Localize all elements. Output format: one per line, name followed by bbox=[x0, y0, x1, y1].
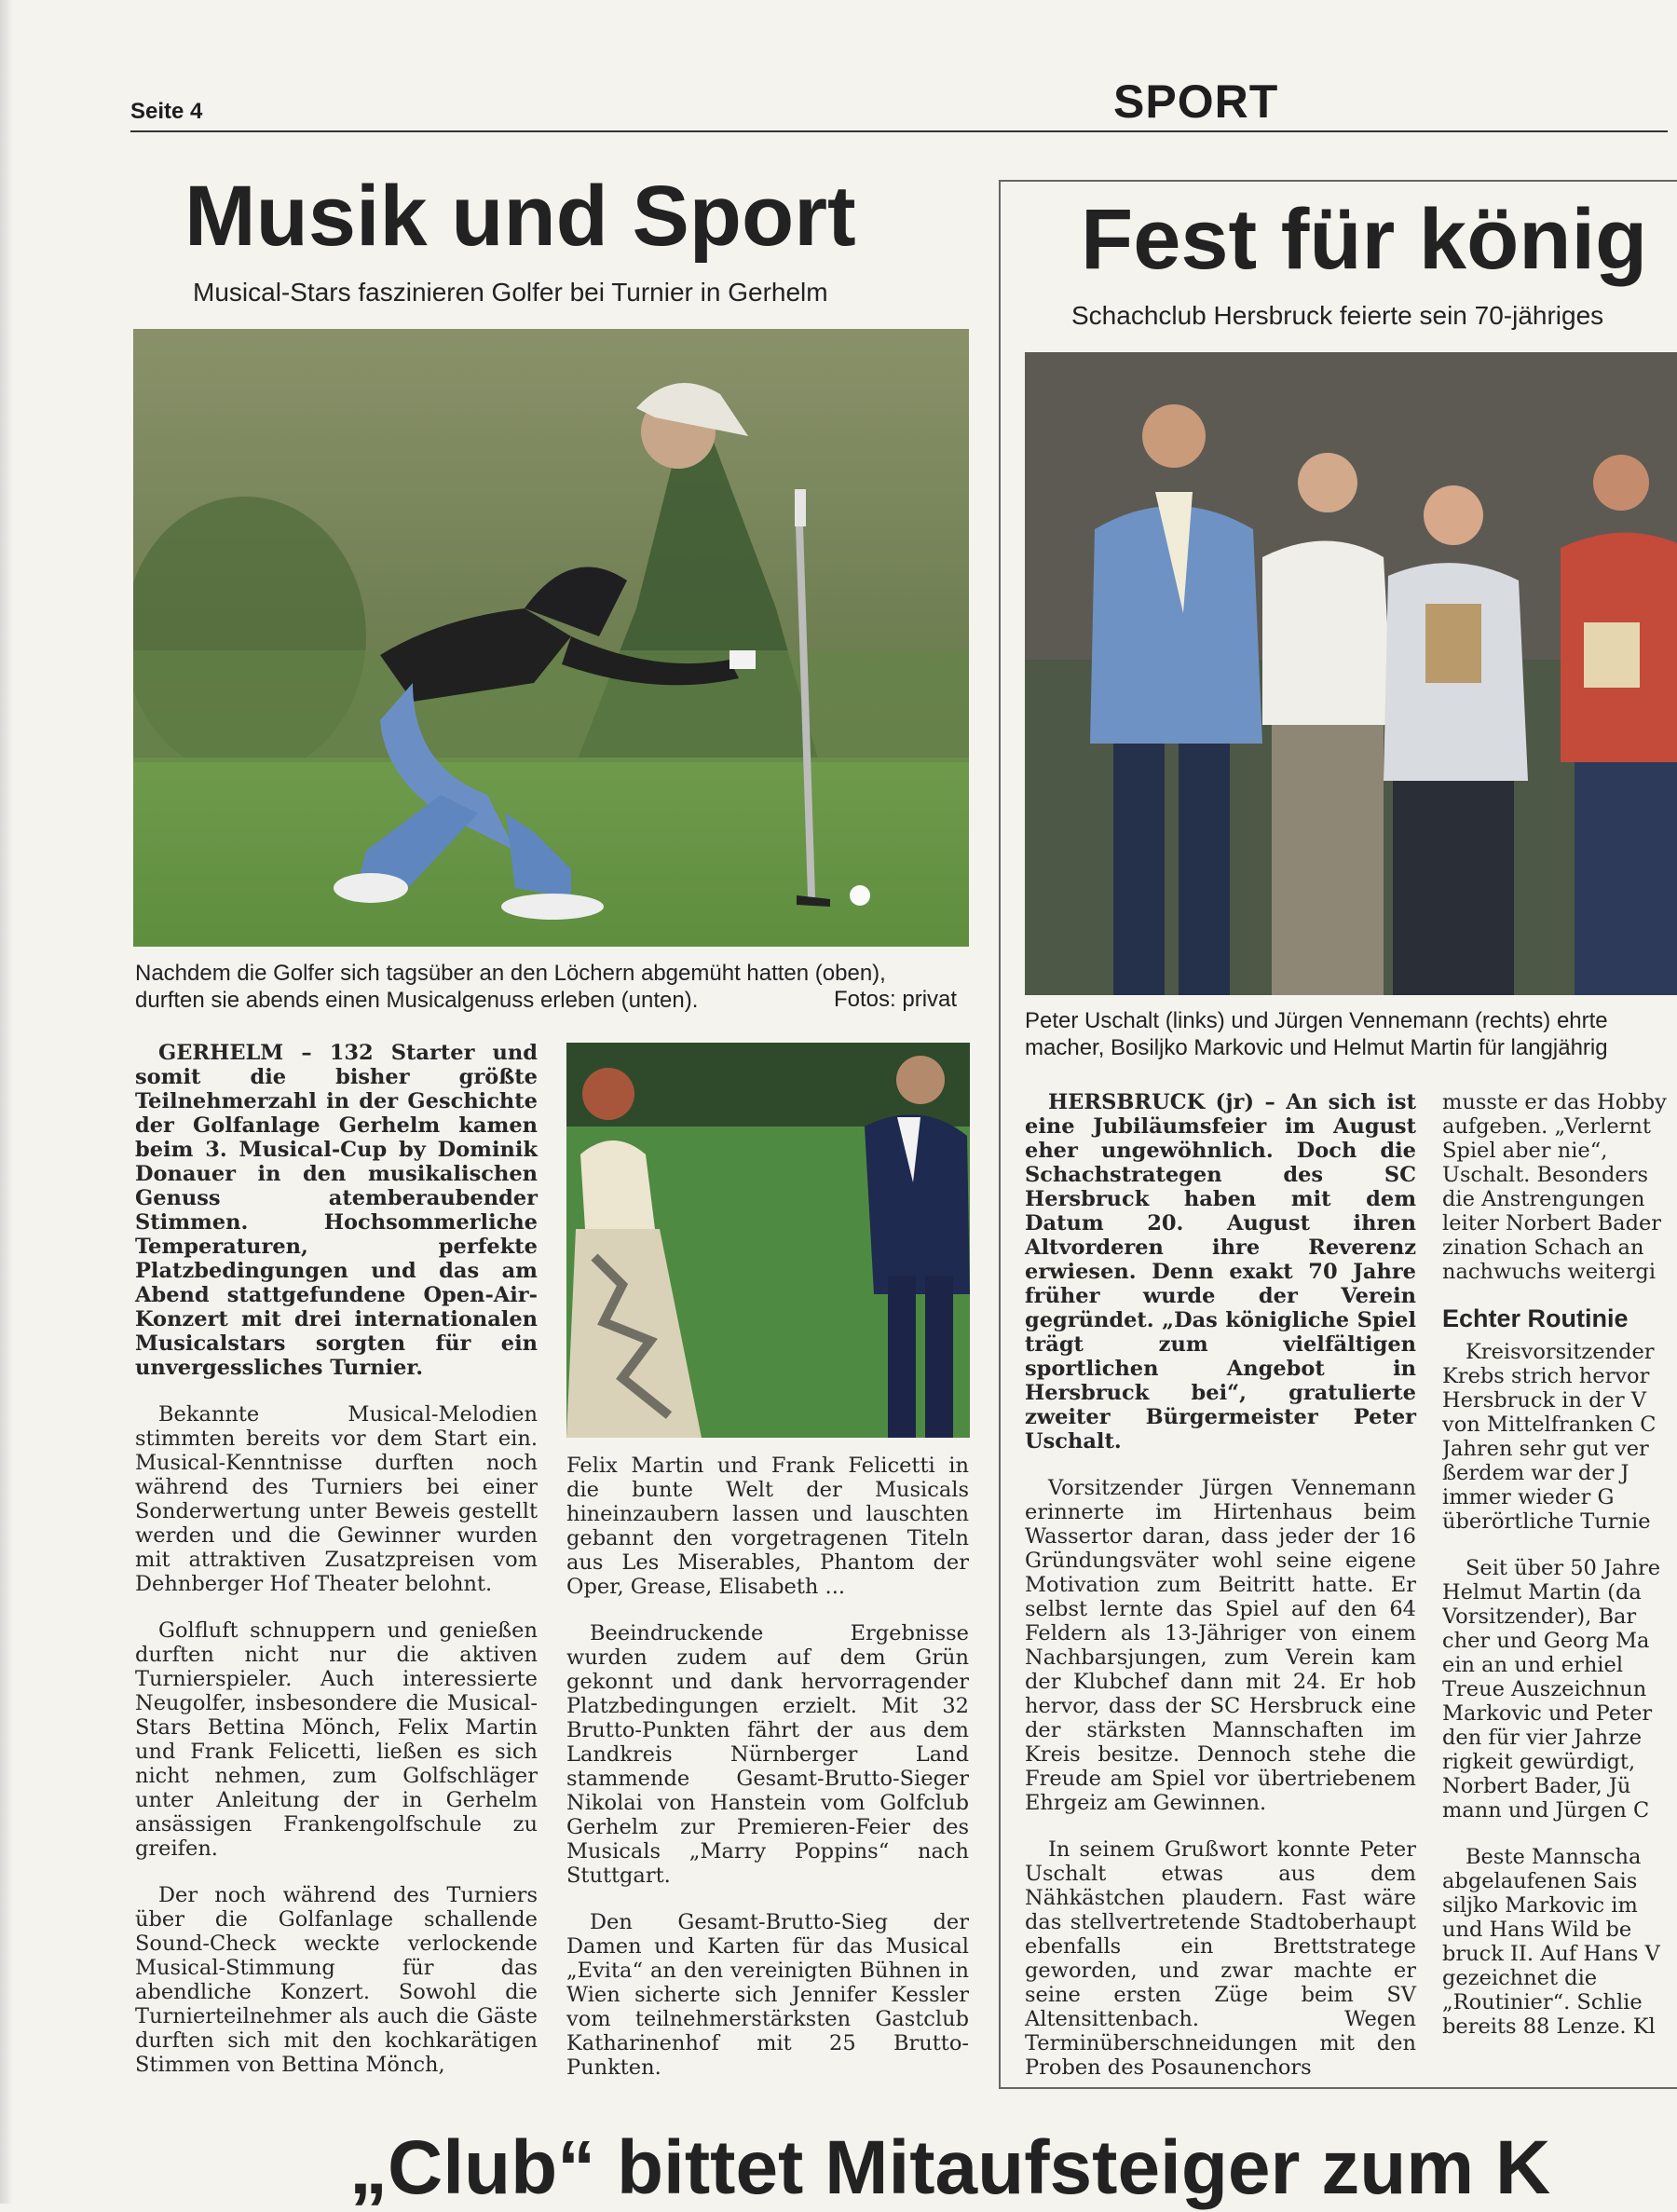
left-paragraph-2: Bekannte Musical-Melodien stimmten bereits vor dem Start ein. Musical-Kenntnisse durften noch während des Turniers bei einer Sonderwertung unter Beweis gestellt werden und die Gewinner wurden mit attraktiven Zusatzpreisen vom Dehnberger Hof Theater belohnt. bbox=[135, 1402, 538, 1596]
left-photo-caption-line2: durften sie abends einen Musicalgenuss erleben (unten). bbox=[135, 988, 699, 1013]
right-paragraph-2: Vorsitzender Jürgen Vennemann erinnerte im Hirtenhaus beim Wassertor daran, dass jeder der 16 Gründungsväter wohl seine eigene Motivation zum Beitritt hatte. Er selbst lernte das Spiel auf den 64 Feldern als 13-Jähriger von einem Nachbarsjungen, zum Verein kam der Klubchef dann mit 24. Er hob hervor, dass der SC Hersbruck eine der stärksten Mannschaften im Kreis besitze. Dennoch stehe die Freude am Spiel vor übertriebenem Ehrgeiz am Gewinnen. bbox=[1025, 1476, 1416, 1815]
right-lead-paragraph: HERSBRUCK (jr) – An sich ist eine Jubiläumsfeier im August eher ungewöhnlich. Doch die Schachstrategen des SC Hersbruck haben mit dem Datum 20. August ihren Altvorderen ihre Reverenz erwiesen. Denn exakt 70 Jahre früher wurde der Verein gegründet. „Das königliche Spiel trägt zum vielfältigen sportlichen Angebot in Hersbruck bei“, gratulierte zweiter Bürgermeister Peter Uschalt. bbox=[1025, 1090, 1416, 1454]
left-photo-caption-line1: Nachdem die Golfer sich tagsüber an den Löchern abgemüht hatten (oben), bbox=[135, 961, 886, 986]
right-col2-paragraph-4: Beste Mannscha abgelaufenen Sais siljko Markovic im und Hans Wild be bruck II. Auf Hans V gezeichnet die „Routinier“. Schlie bereits 88 Lenze. Kl bbox=[1442, 1845, 1660, 2039]
page-number: Seite 4 bbox=[130, 99, 203, 124]
left-col2-paragraph-2: Beeindruckende Ergebnisse wurden zudem auf dem Grün gekonnt und dank hervorragender Platzbedingungen erzielt. Mit 32 Brutto-Punkten fährt der aus dem Landkreis Nürnberger Land stammende Gesamt-Brutto-Sieger Nikolai von Hanstein vom Golfclub Gerhelm zur Premieren-Feier des Musicals „Marry Poppins“ nach Stuttgart. bbox=[566, 1621, 969, 1888]
right-article-column-2 bbox=[1442, 1090, 1677, 2078]
right-article-column-1 bbox=[1025, 1090, 1416, 2102]
right-col2-paragraph-3: Seit über 50 Jahre Helmut Martin (da Vorsitzender), Bar cher und Georg Ma ein an und erhiel Treue Auszeichnun Markovic und Peter den für vier Jahrze rigkeit gewürdigt, Norbert Bader, Jü mann und Jürgen C bbox=[1442, 1556, 1661, 1823]
page-header bbox=[130, 75, 1668, 132]
left-article-title: Musik und Sport bbox=[184, 169, 856, 264]
right-article-subtitle: Schachclub Hersbruck feierte sein 70-jähriges bbox=[1071, 301, 1604, 330]
bottom-article-headline: „Club“ bittet Mitaufsteiger zum K bbox=[349, 2125, 1551, 2210]
right-article-title: Fest für könig bbox=[1081, 192, 1648, 287]
musical-singers-photo bbox=[566, 1043, 970, 1438]
section-title: SPORT bbox=[1113, 75, 1279, 128]
right-photo-caption-line2: macher, Bosiljko Markovic und Helmut Martin für langjährig bbox=[1025, 1035, 1608, 1060]
page-fold-shadow bbox=[0, 0, 13, 2204]
left-paragraph-4: Der noch während des Turniers über die Golfanlage schallende Sound-Check weckte verlockende Musical-Stimmung für das abendliche Konzert. Sowohl die Turnierteilnehmer als auch die Gäste durften sich mit den kochkarätigen Stimmen von Bettina Mönch, bbox=[135, 1883, 538, 2077]
golfer-photo bbox=[133, 329, 969, 947]
right-paragraph-3: In seinem Grußwort konnte Peter Uschalt etwas aus dem Nähkästchen plaudern. Fast wäre das stellvertretende Stadtoberhaupt ebenfalls ein Brettstratege geworden, und zwar machte er seine ersten Züge beim SV Altensittenbach. Wegen Terminüberschneidungen mit den Proben des Posaunenchors bbox=[1025, 1837, 1416, 2080]
left-col2-paragraph-1: Felix Martin und Frank Felicetti in die bunte Welt der Musicals hineinzaubern lassen und lauschten gebannt den vorgetragenen Titeln aus Les Miserables, Phantom der Oper, Grease, Elisabeth ... bbox=[566, 1454, 969, 1599]
right-subheading: Echter Routinie bbox=[1442, 1304, 1629, 1332]
left-col2-paragraph-3: Den Gesamt-Brutto-Sieg der Damen und Karten für das Musical „Evita“ an den vereinigten Bühnen in Wien sicherte sich Jennifer Kessler vom teilnehmerstärksten Gastclub Katharinenhof mit 25 Brutto-Punkten. bbox=[566, 1910, 969, 2080]
photo-credit: Fotos: privat bbox=[834, 987, 958, 1012]
left-lead-paragraph: GERHELM – 132 Starter und somit die bisher größte Teilnehmerzahl in der Geschichte der Golfanlage Gerhelm kamen beim 3. Musical-Cup by Dominik Donauer in den musikalischen Genuss atemberaubender Stimmen. Hochsommerliche Temperaturen, perfekte Platzbedingungen und das am Abend stattgefundene Open-Air-Konzert mit drei internationalen Musicalstars sorgten für ein unvergessliches Turnier. bbox=[135, 1041, 538, 1380]
left-article-column-1 bbox=[135, 1041, 538, 2099]
left-article-column-2 bbox=[566, 1454, 969, 2102]
left-article-subtitle: Musical-Stars faszinieren Golfer bei Turnier in Gerhelm bbox=[193, 278, 828, 307]
right-photo-caption-line1: Peter Uschalt (links) und Jürgen Vennemann (rechts) ehrte bbox=[1025, 1008, 1608, 1033]
chess-club-group-photo bbox=[1025, 352, 1677, 995]
left-paragraph-3: Golfluft schnuppern und genießen durften nicht nur die aktiven Turnierspieler. Auch interessierte Neugolfer, insbesondere die Musical-Stars Bettina Mönch, Felix Martin und Frank Felicetti, ließen es sich nicht nehmen, zum Golfschläger unter Anleitung der in Gerhelm ansässigen Frankengolfschule zu greifen. bbox=[135, 1618, 538, 1861]
right-col2-paragraph-2: Kreisvorsitzender Krebs strich hervor Hersbruck in der V von Mittelfranken C Jahren sehr gut ver ßerdem war der J immer wieder G überörtliche Turnie bbox=[1442, 1340, 1657, 1534]
right-col2-paragraph-1: musste er das Hobby aufgeben. „Verlernt Spiel aber nie“, Uschalt. Besonders die Anstrengungen leiter Norbert Bader zination Schach an nachwuchs weitergi bbox=[1442, 1090, 1667, 1284]
